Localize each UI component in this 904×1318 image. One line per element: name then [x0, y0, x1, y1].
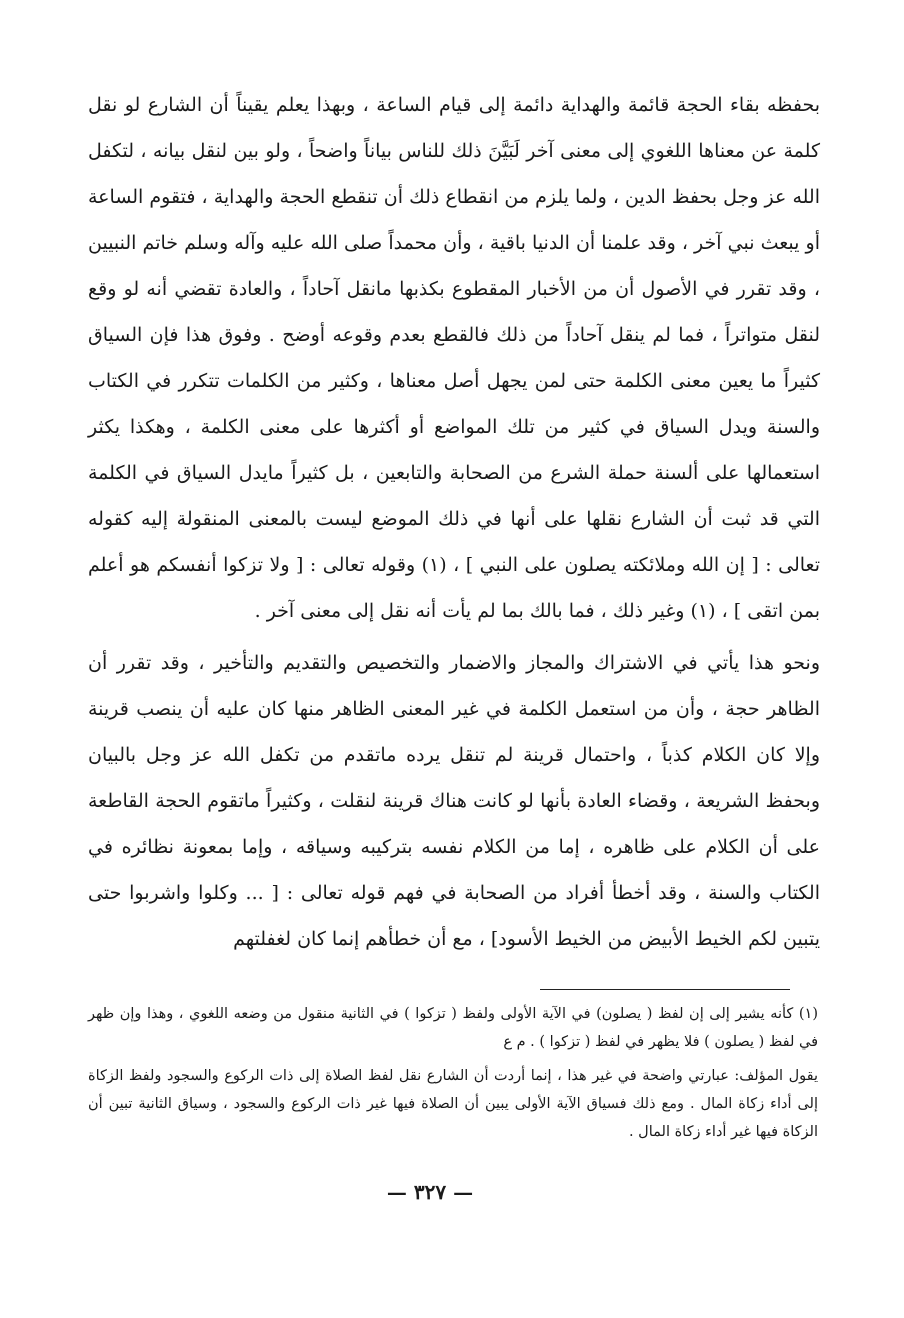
- author-note: يقول المؤلف: عبارتي واضحة في غير هذا ، إنما أردت أن الشارع نقل لفظ الصلاة إلى ذات الركوع والسجود ولفظ الزكاة إلى أداء زكاة المال . ومع ذلك فسياق الآية الأولى يبين أن الصلاة فيها غير ذات الركوع والسجود ، وسياق الثانية تبين أن الزكاة فيها غير أداء زكاة المال .: [88, 1068, 818, 1140]
- main-text-body: [88, 82, 820, 962]
- main-paragraph-1: بحفظه بقاء الحجة قائمة والهداية دائمة إلى قيام الساعة ، وبهذا يعلم يقيناً أن الشارع لو نقل كلمة عن معناها اللغوي إلى معنى آخر لَبَيَّنَ ذلك للناس بياناً واضحاً ، ولو بين لنقل بيانه ، لتكفل الله عز وجل بحفظ الدين ، ولما يلزم من انقطاع ذلك أن تنقطع الحجة والهداية ، فتقوم الساعة أو يبعث نبي آخر ، وقد علمنا أن الدنيا باقية ، وأن محمداً صلى الله عليه وآله وسلم خاتم النبيين ، وقد تقرر في الأصول أن من الأخبار المقطوع بكذبها مانقل آحاداً ، والعادة تقضي أنه لو وقع لنقل متواتراً ، فما لم ينقل آحاداً من ذلك فالقطع بعدم وقوعه أوضح . وفوق هذا فإن السياق كثيراً ما يعين معنى الكلمة حتى لمن يجهل أصل معناها ، وكثير من الكلمات تتكرر في الكتاب والسنة ويدل السياق في كثير من تلك المواضع أو أكثرها على معنى الكلمة ، وهكذا يكثر استعمالها على ألسنة حملة الشرع من الصحابة والتابعين ، بل كثيراً مايدل السياق في الكلمة التي قد ثبت أن الشارع نقلها على أنها في ذلك الموضع ليست بالمعنى المنقولة إليه كقوله تعالى : [ إن الله وملائكته يصلون على النبي ] ، (١) وقوله تعالى : [ ولا تزكوا أنفسكم هو أعلم بمن اتقى ] ، (١) وغير ذلك ، فما بالك بما لم يأت أنه نقل إلى معنى آخر .: [88, 94, 821, 622]
- main-paragraph-2: ونحو هذا يأتي في الاشتراك والمجاز والاضمار والتخصيص والتقديم والتأخير ، وقد تقرر أن الظاهر حجة ، وأن من استعمل الكلمة في غير المعنى الظاهر منها كان عليه أن ينصب قرينة وإلا كان الكلام كذباً ، واحتمال قرينة لم تنقل يرده ماتقدم من تكفل الله عز وجل بالبيان وبحفظ الشريعة ، وقضاء العادة بأنها لو كانت هناك قرينة لنقلت ، وكثيراً ماتقوم الحجة القاطعة على أن الكلام على ظاهره ، إما من الكلام نفسه بتركيبه وسياقه ، وإما بمعونة نظائره في الكتاب والسنة ، وقد أخطأ أفراد من الصحابة في فهم قوله تعالى : [ ... وكلوا واشربوا حتى يتبين لكم الخيط الأبيض من الخيط الأسود] ، مع أن خطأهم إنما كان لغفلتهم: [88, 652, 820, 950]
- footnotes-section: [88, 1000, 818, 1146]
- footnote-1: (١) كأنه يشير إلى إن لفظ ( يصلون) في الآية الأولى ولفظ ( تزكوا ) في الثانية منقول من وضعه اللغوي ، وهذا وإن ظهر في لفظ ( يصلون ) فلا يظهر في لفظ ( تزكوا ) . م ع: [88, 1006, 818, 1050]
- footnote-separator: [540, 989, 790, 990]
- page-number: — ٣٢٧ —: [386, 1180, 474, 1204]
